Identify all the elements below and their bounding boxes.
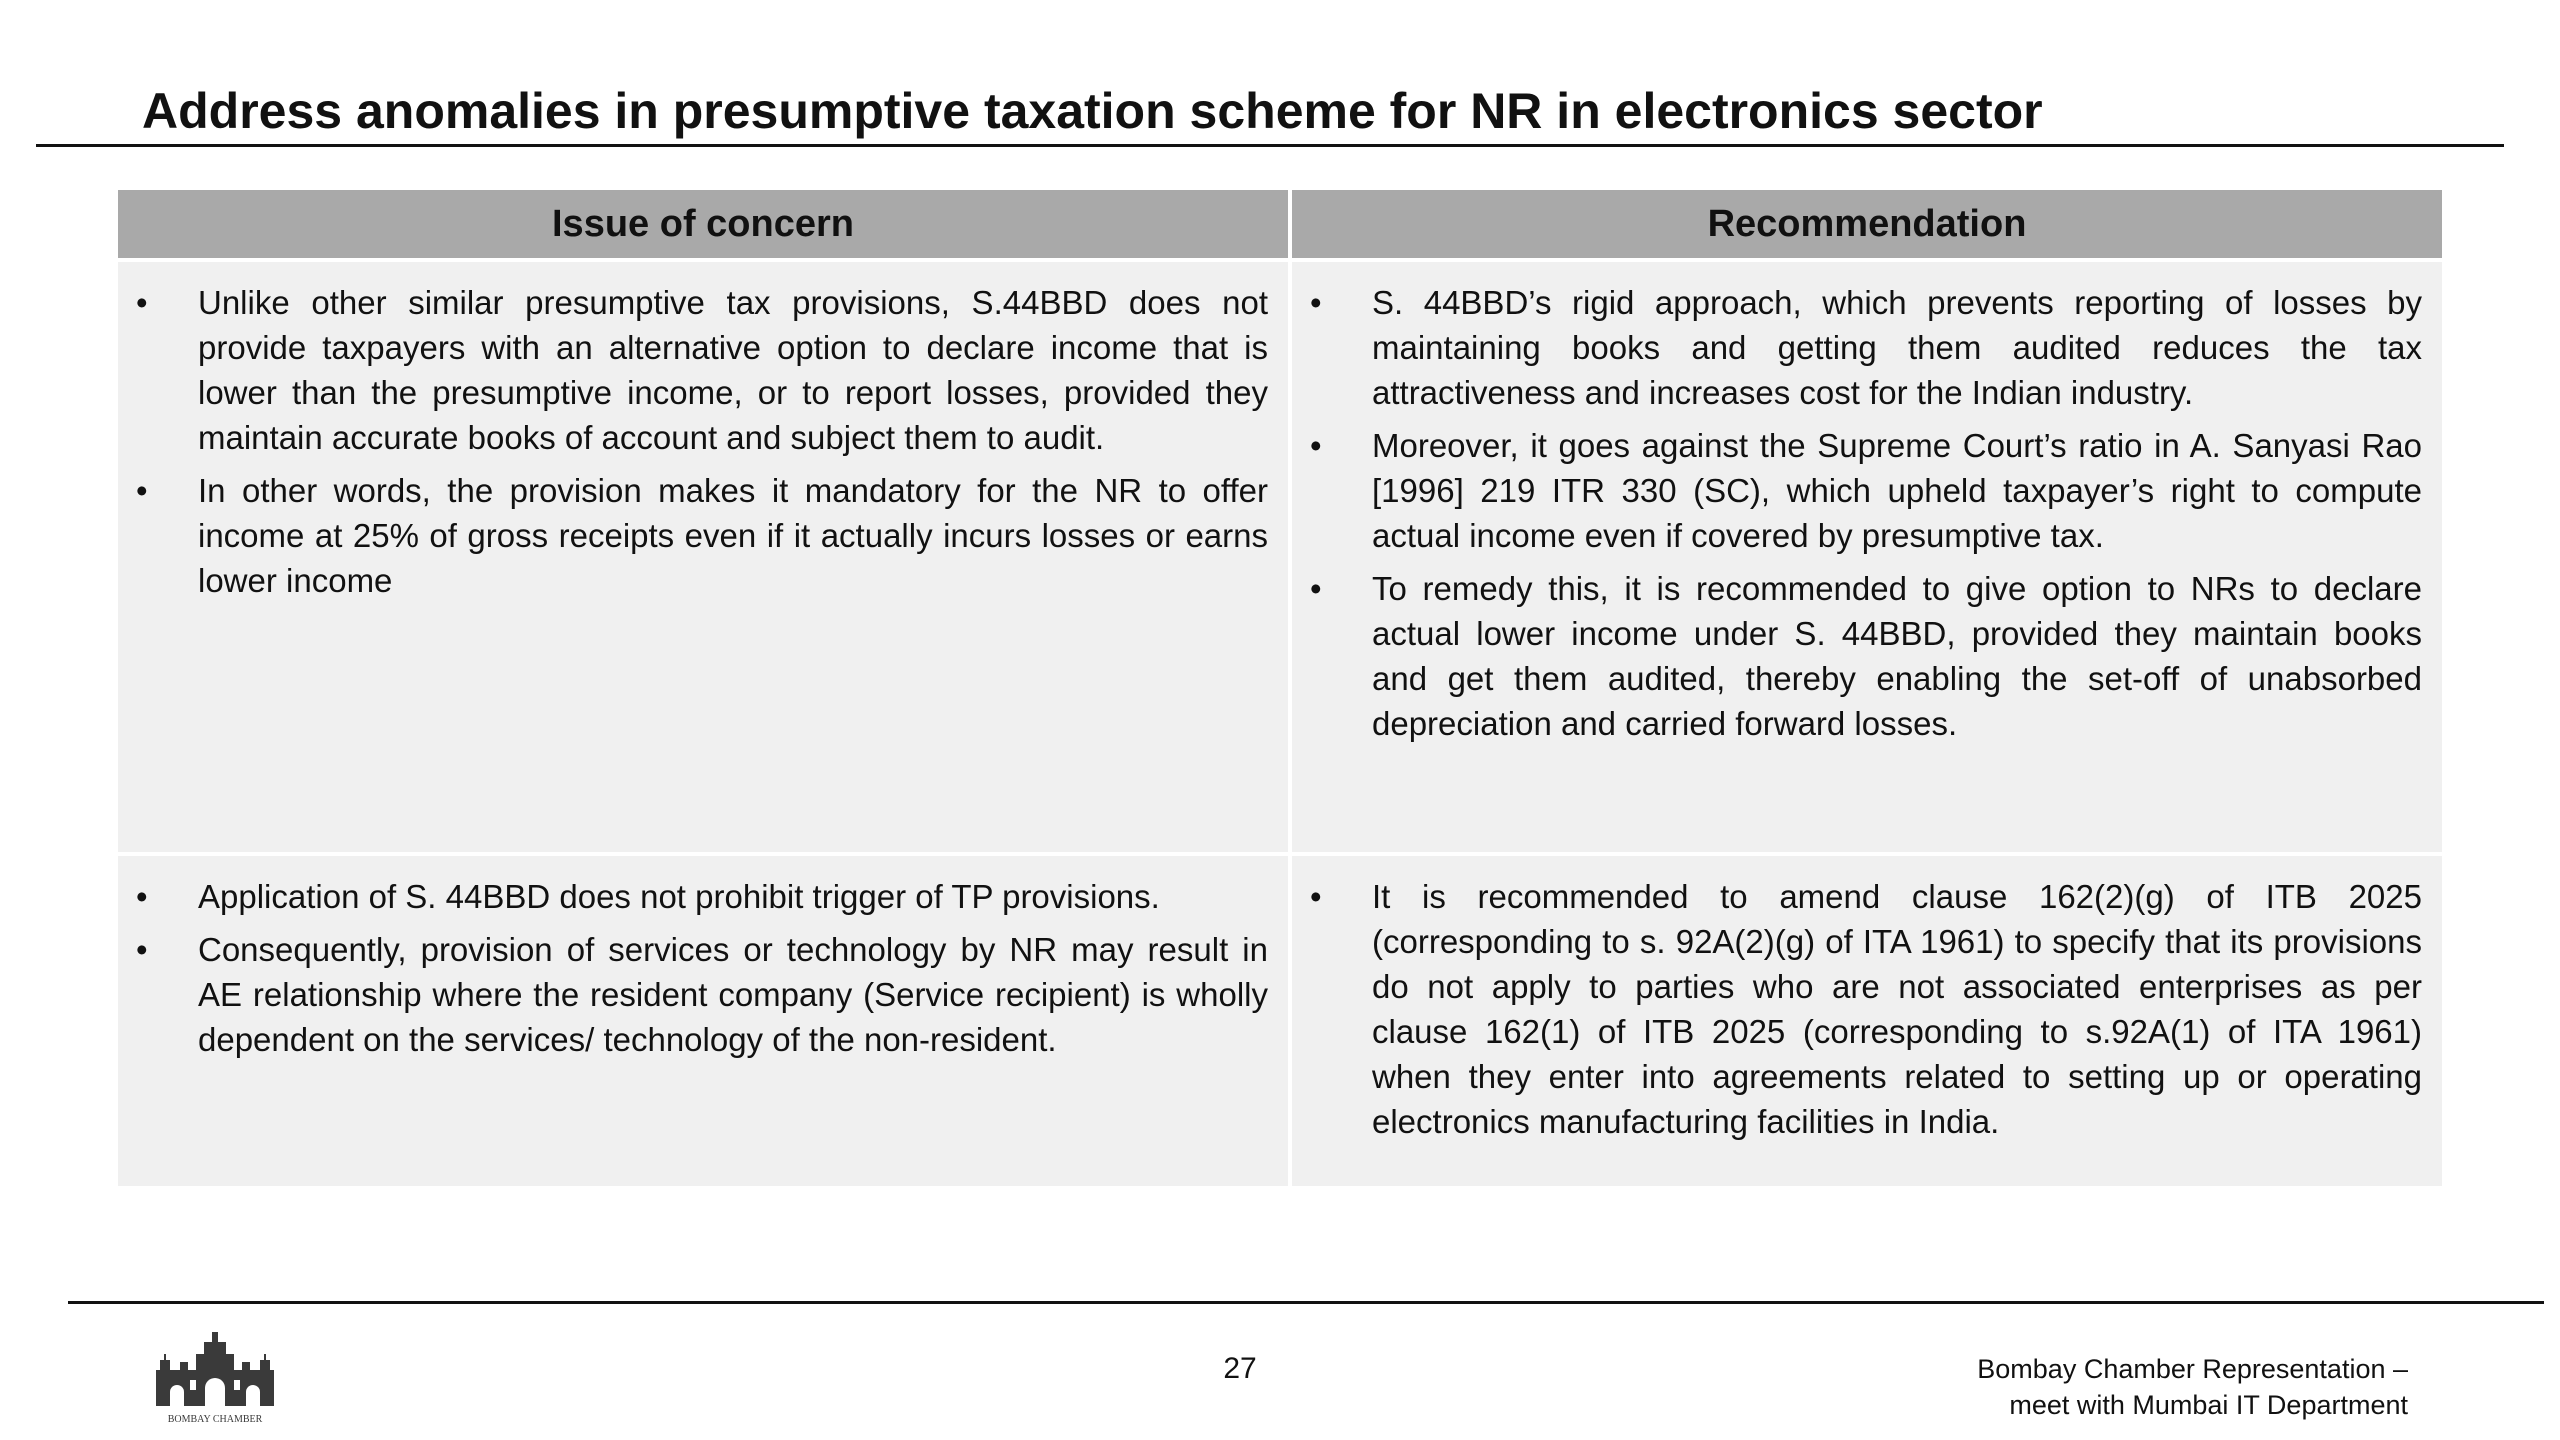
- footer-line-2: meet with Mumbai IT Department: [2009, 1390, 2408, 1420]
- bullet-item: • Application of S. 44BBD does not prohibit trigger of TP provisions.: [118, 874, 1268, 919]
- bullet-item: • In other words, the provision makes it mandatory for the NR to offer income at 25% of gross receipts even if it actually incurs losses or earns lower income: [118, 468, 1268, 603]
- bullet-item: • To remedy this, it is recommended to give option to NRs to declare actual lower income under S. 44BBD, provided they maintain books and get them audited, thereby enabling the set-off of unabsorbed depreciation and carried forward losses.: [1292, 566, 2422, 746]
- footer-divider: [68, 1301, 2544, 1304]
- slide-title: Address anomalies in presumptive taxation scheme for NR in electronics sector: [142, 83, 2043, 139]
- logo-wordmark: BOMBAY CHAMBER: [167, 1414, 263, 1425]
- bullet-item: • S. 44BBD’s rigid approach, which prevents reporting of losses by maintaining books and getting them audited reduces the tax attractiveness and increases cost for the Indian industry.: [1292, 280, 2422, 415]
- footer-line-1: Bombay Chamber Representation –: [1977, 1354, 2408, 1384]
- row-1-recommendation-cell: [1292, 262, 2442, 852]
- bullet-item: • Moreover, it goes against the Supreme Court’s ratio in A. Sanyasi Rao [1996] 219 ITR 330 (SC), which upheld taxpayer’s right to compute actual income even if covered by presumptive tax.: [1292, 423, 2422, 558]
- footer-org-text: [1977, 1351, 2408, 1423]
- row-2-issue-list: [118, 874, 1268, 1062]
- row-2-recommendation-cell: [1292, 856, 2442, 1186]
- header-recommendation: Recommendation: [1292, 190, 2442, 258]
- header-issue: Issue of concern: [118, 190, 1288, 258]
- title-divider: [36, 144, 2504, 147]
- row-1-issue-list: [118, 280, 1268, 603]
- bullet-item: • Consequently, provision of services or technology by NR may result in AE relationship where the resident company (Service recipient) is wholly dependent on the services/ technology of the non-resident.: [118, 927, 1268, 1062]
- row-1-recommendation-list: [1292, 280, 2422, 746]
- recommendations-table: [118, 190, 2442, 1190]
- bombay-chamber-logo: [150, 1330, 280, 1426]
- row-1-issue-cell: [118, 262, 1288, 852]
- row-2-recommendation-list: [1292, 874, 2422, 1144]
- bullet-item: • It is recommended to amend clause 162(2)(g) of ITB 2025 (corresponding to s. 92A(2)(g) of ITA 1961) to specify that its provisions do not apply to parties who are not associated enterprises as per clause 162(1) of ITB 2025 (corresponding to s.92A(1) of ITA 1961) when they enter into agreements related to setting up or operating electronics manufacturing facilities in India.: [1292, 874, 2422, 1144]
- bullet-item: • Unlike other similar presumptive tax provisions, S.44BBD does not provide taxpayers with an alternative option to declare income that is lower than the presumptive income, or to report losses, provided they maintain accurate books of account and subject them to audit.: [118, 280, 1268, 460]
- page-number: 27: [1223, 1352, 1257, 1385]
- row-2-issue-cell: [118, 856, 1288, 1186]
